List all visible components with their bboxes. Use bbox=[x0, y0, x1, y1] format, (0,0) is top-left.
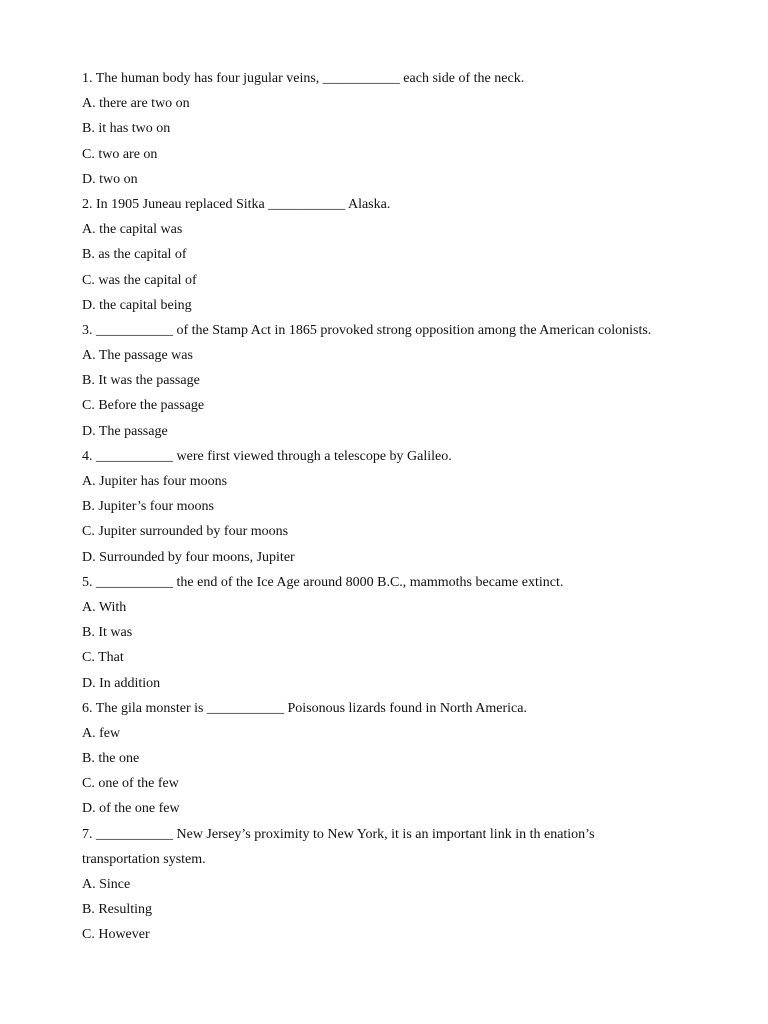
question-1-option-c: C. two are on bbox=[82, 146, 158, 162]
question-2-option-c: C. was the capital of bbox=[82, 272, 197, 288]
question-5-option-c: C. That bbox=[82, 650, 124, 666]
question-1-option-d: D. two on bbox=[82, 171, 138, 187]
question-6-option-d: D. of the one few bbox=[82, 801, 180, 817]
question-7-option-b: B. Resulting bbox=[82, 902, 153, 918]
question-4-option-c: C. Jupiter surrounded by four moons bbox=[82, 524, 289, 540]
question-3-option-c: C. Before the passage bbox=[82, 398, 205, 414]
question-4-option-b: B. Jupiter’s four moons bbox=[82, 499, 214, 515]
question-7-stem-line-2: transportation system. bbox=[82, 851, 206, 867]
question-5-option-b: B. It was bbox=[82, 625, 133, 641]
question-5-option-a: A. With bbox=[82, 599, 127, 615]
question-2-stem: 2. In 1905 Juneau replaced Sitka ___________ Alaska. bbox=[82, 196, 391, 212]
question-6-option-c: C. one of the few bbox=[82, 776, 179, 792]
question-7-stem-line-1: 7. ___________ New Jersey’s proximity to New York, it is an important link in th enation’s bbox=[82, 826, 595, 842]
question-2-option-d: D. the capital being bbox=[82, 297, 192, 313]
question-3-option-a: A. The passage was bbox=[82, 348, 193, 364]
question-4-option-d: D. Surrounded by four moons, Jupiter bbox=[82, 549, 295, 565]
question-2-option-a: A. the capital was bbox=[82, 222, 183, 238]
question-6-stem: 6. The gila monster is ___________ Poisonous lizards found in North America. bbox=[82, 700, 527, 716]
question-3-stem: 3. ___________ of the Stamp Act in 1865 provoked strong opposition among the American colonists. bbox=[82, 322, 652, 338]
question-6-option-b: B. the one bbox=[82, 751, 140, 767]
question-4-option-a: A. Jupiter has four moons bbox=[82, 474, 228, 489]
question-3-option-d: D. The passage bbox=[82, 423, 168, 439]
question-7-option-c: C. However bbox=[82, 927, 150, 943]
question-6-option-a: A. few bbox=[82, 725, 121, 741]
document-page bbox=[82, 66, 722, 948]
question-4-stem: 4. ___________ were first viewed through a telescope by Galileo. bbox=[82, 448, 452, 464]
question-3-option-b: B. It was the passage bbox=[82, 373, 200, 389]
question-1-option-b: B. it has two on bbox=[82, 121, 171, 137]
question-5-option-d: D. In addition bbox=[82, 675, 161, 691]
question-1-stem: 1. The human body has four jugular veins, ___________ each side of the neck. bbox=[82, 71, 525, 86]
question-5-stem: 5. ___________ the end of the Ice Age around 8000 B.C., mammoths became extinct. bbox=[82, 574, 564, 590]
question-2-option-b: B. as the capital of bbox=[82, 247, 187, 263]
question-1-option-a: A. there are two on bbox=[82, 96, 190, 112]
question-7-option-a: A. Since bbox=[82, 877, 131, 892]
